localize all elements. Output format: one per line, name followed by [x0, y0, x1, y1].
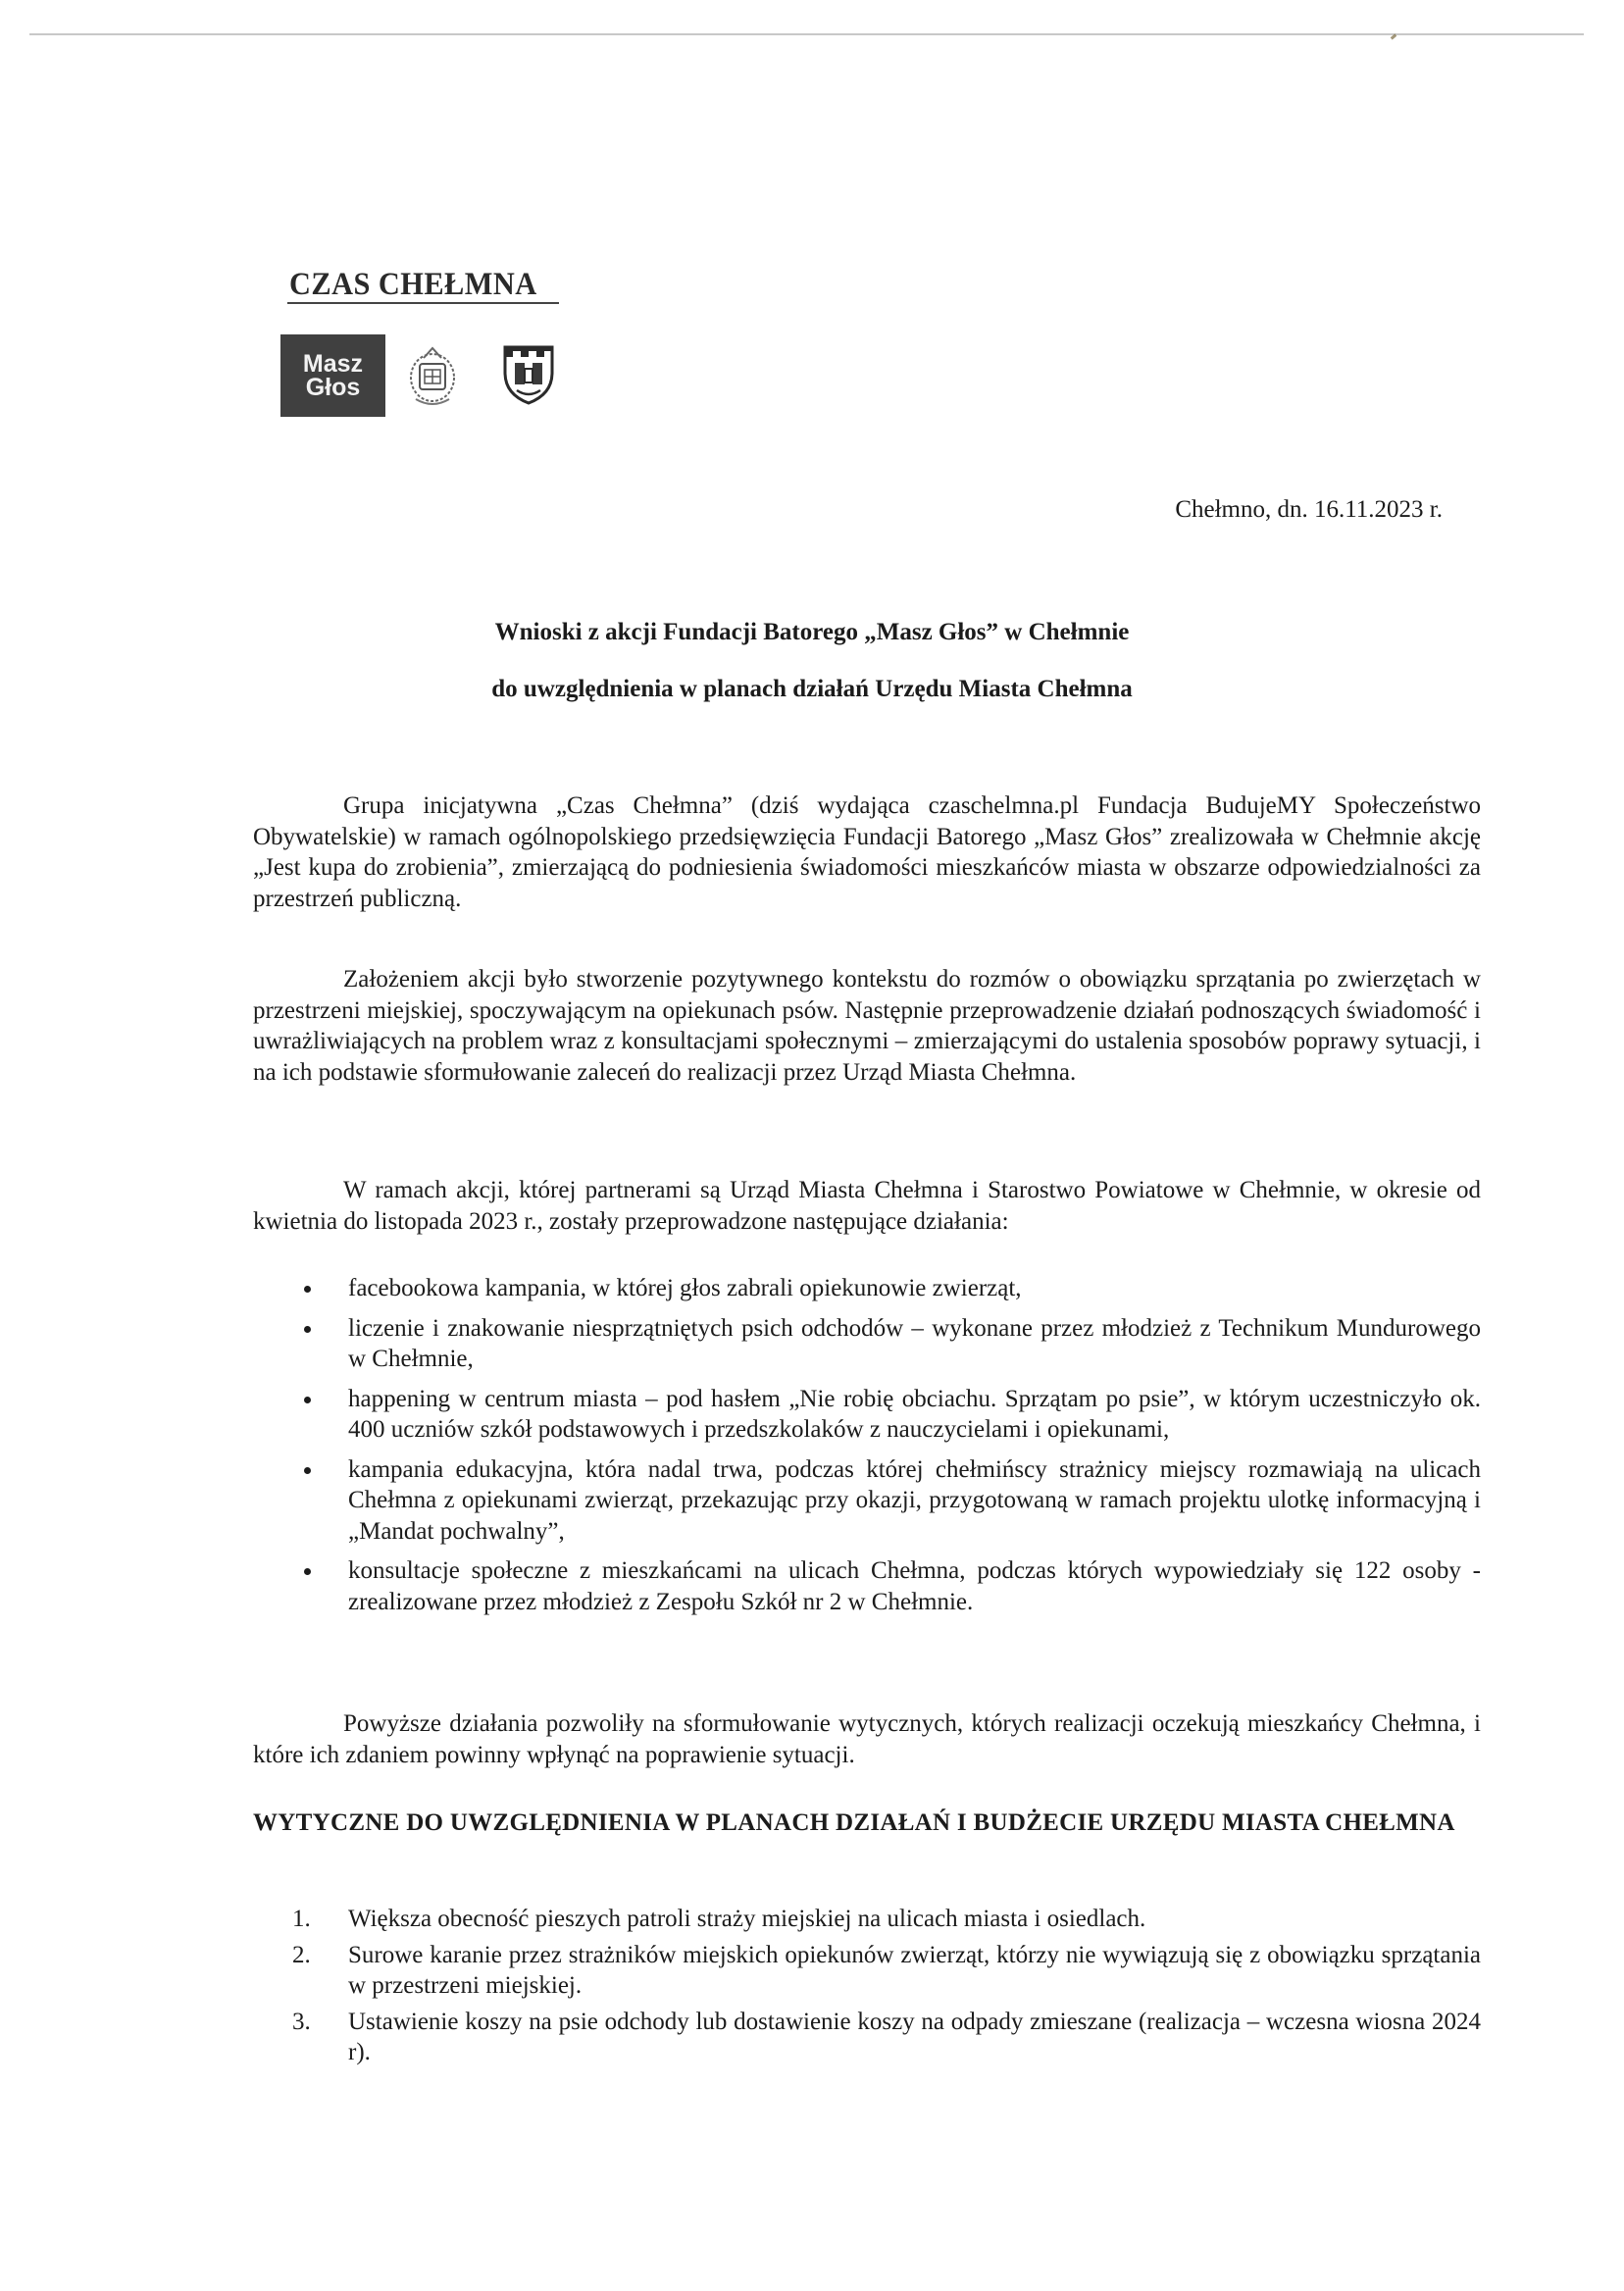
paragraph-assumptions: Założeniem akcji było stworzenie pozytywnego kontekstu do rozmów o obowiązku sprzątania po zwierzętach w przestrzeni miejskiej, spoczywającym na opiekunach psów. Następnie przeprowadzenie działań podnoszących świadomość i uwrażliwiających na problem wraz z konsultacjami społecznymi – zmierzającymi do ustalenia sposobów poprawy sytuacji, i na ich podstawie sformułowanie zaleceń do realizacji przez Urząd Miasta Chełmna. [253, 966, 1481, 1086]
bullet-icon [304, 1467, 311, 1474]
list-item-text: liczenie i znakowanie niesprzątniętych psich odchodów – wykonane przez młodzież z Technikum Mundurowego w Chełmnie, [348, 1314, 1481, 1372]
document-title-line1: Wnioski z akcji Fundacji Batorego „Masz Głos” w Chełmnie [494, 619, 1130, 645]
brand-underline [287, 302, 559, 304]
list-item-text: Większa obecność pieszych patroli straży miejskiej na ulicach miasta i osiedlach. [348, 1906, 1146, 1932]
activities-list [292, 1273, 1481, 1626]
masz-glos-logo-line1: Masz [302, 350, 364, 378]
list-item [292, 2007, 1481, 2068]
list-item [292, 1904, 1481, 1935]
masz-glos-logo-line2: Głos [305, 374, 361, 401]
list-item-text: Ustawienie koszy na psie odchody lub dostawienie koszy na odpady zmieszane (realizacja – wczesna wiosna 2024 r). [348, 2008, 1481, 2065]
coat-of-arms-icon [501, 343, 556, 406]
masz-glos-logo [280, 334, 385, 417]
scan-edge-line [29, 33, 1584, 35]
bullet-icon [304, 1397, 311, 1403]
list-item-number: 3. [292, 2008, 311, 2035]
list-item [292, 1313, 1481, 1375]
paragraph-intro: Grupa inicjatywna „Czas Chełmna” (dziś wydająca czaschelmna.pl Fundacja BudujeMY Społeczeństwo Obywatelskie) w ramach ogólnopolskiego przedsięwzięcia Fundacji Batorego „Masz Głos” zrealizowała w Chełmnie akcję „Jest kupa do zrobienia”, zmierzającą do podniesienia świadomości mieszkańców miasta w obszarze odpowiedzialności za przestrzeń publiczną. [253, 792, 1481, 912]
list-item [292, 1940, 1481, 2002]
list-item [292, 1555, 1481, 1617]
guidelines-list [292, 1904, 1481, 2073]
document-date: Chełmno, dn. 16.11.2023 r. [1175, 496, 1443, 523]
paragraph-summary: Powyższe działania pozwoliły na sformułowanie wytycznych, których realizacji oczekują mieszkańcy Chełmna, i które ich zdaniem powinny wpłynąć na poprawienie sytuacji. [253, 1710, 1481, 1768]
list-item [292, 1384, 1481, 1446]
bullet-icon [304, 1326, 311, 1333]
document-title-line2: do uwzględnienia w planach działań Urzędu Miasta Chełmna [491, 676, 1133, 702]
paragraph-activities-intro: W ramach akcji, której partnerami są Urząd Miasta Chełmna i Starostwo Powiatowe w Chełmnie, w okresie od kwietnia do listopada 2023 r., zostały przeprowadzone następujące działania: [253, 1177, 1481, 1235]
list-item-text: happening w centrum miasta – pod hasłem „Nie robię obciachu. Sprzątam po psie”, w którym uczestniczyło ok. 400 uczniów szkół podstawowych i przedszkolaków z nauczycielami i opiekunami, [348, 1385, 1481, 1443]
city-seal-icon [402, 340, 463, 411]
bullet-icon [304, 1568, 311, 1575]
guidelines-heading: WYTYCZNE DO UWZGLĘDNIENIA W PLANACH DZIAŁAŃ I BUDŻECIE URZĘDU MIASTA CHEŁMNA [253, 1809, 1455, 1836]
list-item [292, 1454, 1481, 1548]
list-item [292, 1273, 1481, 1304]
list-item-number: 2. [292, 1941, 311, 1968]
list-item-text: facebookowa kampania, w której głos zabrali opiekunowie zwierząt, [348, 1275, 1022, 1301]
list-item-number: 1. [292, 1906, 311, 1932]
brand-logo-text: CZAS CHEŁMNA [289, 267, 537, 302]
list-item-text: Surowe karanie przez strażników miejskich opiekunów zwierząt, którzy nie wywiązują się z obowiązku sprzątania w przestrzeni miejskiej. [348, 1941, 1481, 1999]
list-item-text: konsultacje społeczne z mieszkańcami na ulicach Chełmna, podczas których wypowiedziały się 122 osoby - zrealizowane przez młodzież z Zespołu Szkół nr 2 w Chełmnie. [348, 1557, 1481, 1615]
list-item-text: kampania edukacyjna, która nadal trwa, podczas której chełmińscy strażnicy miejscy rozmawiają na ulicach Chełmna z opiekunami zwierząt, przekazując przy okazji, przygotowaną w ramach projektu ulotkę informacyjną i „Mandat pochwalny”, [348, 1455, 1481, 1545]
bullet-icon [304, 1286, 311, 1293]
